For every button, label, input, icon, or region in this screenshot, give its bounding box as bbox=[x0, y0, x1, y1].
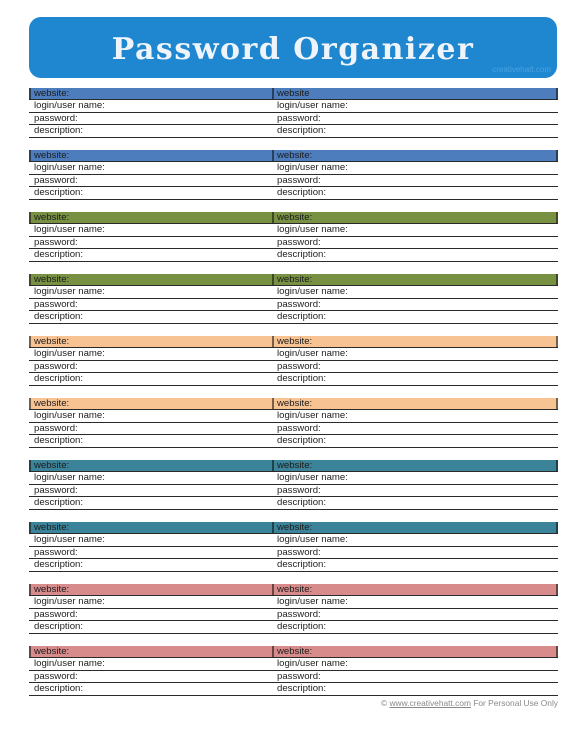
website-field[interactable] bbox=[29, 212, 284, 224]
website-label: website bbox=[277, 88, 310, 99]
password-field[interactable] bbox=[29, 547, 284, 559]
password-field[interactable] bbox=[272, 299, 558, 311]
description-field[interactable] bbox=[29, 373, 284, 385]
description-label: description: bbox=[277, 249, 327, 261]
login-field[interactable] bbox=[272, 596, 558, 608]
login-label: login/user name: bbox=[34, 658, 105, 670]
description-field[interactable] bbox=[272, 373, 558, 385]
website-label: website: bbox=[277, 274, 313, 285]
website-label: website: bbox=[277, 460, 313, 471]
login-label: login/user name: bbox=[34, 286, 105, 298]
login-field[interactable] bbox=[29, 224, 284, 236]
description-label: description: bbox=[34, 435, 84, 447]
left-entry-4 bbox=[29, 274, 284, 336]
description-label: description: bbox=[34, 683, 84, 695]
password-field[interactable] bbox=[29, 485, 284, 497]
description-field[interactable] bbox=[29, 621, 284, 633]
password-label: password: bbox=[34, 546, 78, 558]
website-label: website: bbox=[34, 150, 70, 161]
login-label: login/user name: bbox=[277, 162, 348, 174]
password-label: password: bbox=[34, 360, 78, 372]
password-field[interactable] bbox=[29, 175, 284, 187]
website-field[interactable] bbox=[29, 274, 284, 286]
login-field[interactable] bbox=[29, 348, 284, 360]
website-field[interactable] bbox=[272, 212, 558, 224]
row-marker bbox=[29, 274, 31, 285]
description-label: description: bbox=[34, 187, 84, 199]
website-label: website: bbox=[34, 398, 70, 409]
row-end-marker bbox=[556, 336, 558, 347]
right-entry-3 bbox=[272, 212, 558, 274]
description-label: description: bbox=[277, 559, 327, 571]
password-label: password: bbox=[277, 236, 321, 248]
website-label: website: bbox=[34, 88, 70, 99]
login-label: login/user name: bbox=[34, 410, 105, 422]
description-field[interactable] bbox=[272, 497, 558, 509]
password-field[interactable] bbox=[272, 609, 558, 621]
login-field[interactable] bbox=[272, 348, 558, 360]
login-field[interactable] bbox=[272, 472, 558, 484]
description-label: description: bbox=[277, 683, 327, 695]
left-column bbox=[29, 88, 284, 708]
website-field[interactable] bbox=[272, 336, 558, 348]
login-label: login/user name: bbox=[277, 658, 348, 670]
website-field[interactable] bbox=[272, 88, 558, 100]
description-field[interactable] bbox=[29, 497, 284, 509]
website-label: website: bbox=[34, 336, 70, 347]
login-label: login/user name: bbox=[34, 596, 105, 608]
description-field[interactable] bbox=[272, 435, 558, 447]
left-entry-3 bbox=[29, 212, 284, 274]
row-marker bbox=[29, 460, 31, 471]
login-label: login/user name: bbox=[277, 286, 348, 298]
password-field[interactable] bbox=[272, 423, 558, 435]
login-field[interactable] bbox=[272, 658, 558, 670]
password-field[interactable] bbox=[29, 671, 284, 683]
row-end-marker bbox=[556, 150, 558, 161]
password-label: password: bbox=[277, 174, 321, 186]
description-field[interactable] bbox=[29, 249, 284, 261]
website-label: website: bbox=[277, 584, 313, 595]
password-field[interactable] bbox=[29, 609, 284, 621]
login-field[interactable] bbox=[29, 286, 284, 298]
row-end-marker bbox=[556, 584, 558, 595]
website-field[interactable] bbox=[29, 88, 284, 100]
website-field[interactable] bbox=[29, 150, 284, 162]
password-label: password: bbox=[34, 484, 78, 496]
row-marker bbox=[272, 88, 274, 99]
row-marker bbox=[29, 336, 31, 347]
description-field[interactable] bbox=[29, 125, 284, 137]
password-field[interactable] bbox=[272, 547, 558, 559]
password-label: password: bbox=[277, 608, 321, 620]
login-field[interactable] bbox=[272, 286, 558, 298]
row-end-marker bbox=[556, 522, 558, 533]
login-field[interactable] bbox=[29, 596, 284, 608]
password-label: password: bbox=[34, 236, 78, 248]
website-field[interactable] bbox=[29, 460, 284, 472]
login-label: login/user name: bbox=[277, 472, 348, 484]
right-entry-4 bbox=[272, 274, 558, 336]
description-field[interactable] bbox=[29, 187, 284, 199]
website-field[interactable] bbox=[272, 274, 558, 286]
row-marker bbox=[272, 460, 274, 471]
password-label: password: bbox=[277, 546, 321, 558]
row-marker bbox=[272, 398, 274, 409]
description-label: description: bbox=[277, 373, 327, 385]
right-entry-5 bbox=[272, 336, 558, 398]
row-marker bbox=[29, 398, 31, 409]
password-field[interactable] bbox=[272, 237, 558, 249]
website-label: website: bbox=[277, 212, 313, 223]
left-entry-2 bbox=[29, 150, 284, 212]
row-marker bbox=[29, 584, 31, 595]
row-marker bbox=[272, 584, 274, 595]
login-field[interactable] bbox=[29, 534, 284, 546]
website-field[interactable] bbox=[29, 398, 284, 410]
left-entry-1 bbox=[29, 88, 284, 150]
description-field[interactable] bbox=[272, 559, 558, 571]
website-label: website: bbox=[34, 274, 70, 285]
website-label: website: bbox=[277, 150, 313, 161]
description-field[interactable] bbox=[272, 311, 558, 323]
description-label: description: bbox=[277, 311, 327, 323]
description-field[interactable] bbox=[29, 683, 284, 695]
row-end-marker bbox=[556, 88, 558, 99]
right-entry-8 bbox=[272, 522, 558, 584]
row-end-marker bbox=[556, 646, 558, 657]
row-marker bbox=[29, 522, 31, 533]
website-label: website: bbox=[34, 584, 70, 595]
creativehatt-link[interactable]: www.creativehatt.com bbox=[389, 698, 471, 708]
left-entry-7 bbox=[29, 460, 284, 522]
login-label: login/user name: bbox=[34, 224, 105, 236]
login-label: login/user name: bbox=[277, 596, 348, 608]
row-end-marker bbox=[556, 212, 558, 223]
login-field[interactable] bbox=[29, 658, 284, 670]
password-label: password: bbox=[34, 298, 78, 310]
password-field[interactable] bbox=[29, 113, 284, 125]
password-field[interactable] bbox=[272, 671, 558, 683]
website-field[interactable] bbox=[29, 522, 284, 534]
website-field[interactable] bbox=[272, 584, 558, 596]
password-label: password: bbox=[277, 298, 321, 310]
website-label: website: bbox=[34, 646, 70, 657]
login-field[interactable] bbox=[29, 410, 284, 422]
banner-credit: creativehatt.com bbox=[492, 65, 551, 74]
password-field[interactable] bbox=[272, 113, 558, 125]
login-field[interactable] bbox=[272, 534, 558, 546]
row-marker bbox=[29, 212, 31, 223]
login-field[interactable] bbox=[272, 162, 558, 174]
login-field[interactable] bbox=[29, 100, 284, 112]
copyright-symbol: © bbox=[381, 698, 388, 708]
description-label: description: bbox=[34, 249, 84, 261]
login-label: login/user name: bbox=[34, 348, 105, 360]
website-field[interactable] bbox=[272, 398, 558, 410]
website-field[interactable] bbox=[29, 646, 284, 658]
password-label: password: bbox=[277, 484, 321, 496]
description-label: description: bbox=[277, 435, 327, 447]
row-marker bbox=[272, 274, 274, 285]
right-entry-9 bbox=[272, 584, 558, 646]
row-marker bbox=[272, 646, 274, 657]
row-end-marker bbox=[556, 398, 558, 409]
row-marker bbox=[272, 212, 274, 223]
website-field[interactable] bbox=[272, 646, 558, 658]
login-label: login/user name: bbox=[277, 224, 348, 236]
password-label: password: bbox=[34, 112, 78, 124]
website-field[interactable] bbox=[272, 460, 558, 472]
left-entry-8 bbox=[29, 522, 284, 584]
row-marker bbox=[29, 150, 31, 161]
website-field[interactable] bbox=[29, 336, 284, 348]
password-label: password: bbox=[277, 112, 321, 124]
description-label: description: bbox=[34, 373, 84, 385]
row-end-marker bbox=[556, 274, 558, 285]
password-field[interactable] bbox=[272, 485, 558, 497]
password-label: password: bbox=[34, 422, 78, 434]
left-entry-5 bbox=[29, 336, 284, 398]
right-entry-2 bbox=[272, 150, 558, 212]
row-marker bbox=[272, 150, 274, 161]
login-label: login/user name: bbox=[34, 472, 105, 484]
description-field[interactable] bbox=[272, 249, 558, 261]
website-field[interactable] bbox=[272, 150, 558, 162]
login-label: login/user name: bbox=[277, 100, 348, 112]
description-label: description: bbox=[34, 497, 84, 509]
login-label: login/user name: bbox=[277, 348, 348, 360]
right-column bbox=[272, 88, 558, 708]
website-label: website: bbox=[34, 460, 70, 471]
row-marker bbox=[29, 646, 31, 657]
password-field[interactable] bbox=[29, 361, 284, 373]
description-field[interactable] bbox=[29, 311, 284, 323]
right-entry-7 bbox=[272, 460, 558, 522]
password-label: password: bbox=[277, 422, 321, 434]
password-field[interactable] bbox=[272, 175, 558, 187]
website-field[interactable] bbox=[29, 584, 284, 596]
login-label: login/user name: bbox=[34, 162, 105, 174]
login-label: login/user name: bbox=[277, 410, 348, 422]
description-label: description: bbox=[34, 621, 84, 633]
login-field[interactable] bbox=[29, 472, 284, 484]
password-field[interactable] bbox=[29, 299, 284, 311]
row-marker bbox=[272, 522, 274, 533]
description-label: description: bbox=[277, 187, 327, 199]
right-entry-1 bbox=[272, 88, 558, 150]
row-marker bbox=[29, 88, 31, 99]
footer bbox=[272, 698, 558, 708]
title-banner bbox=[29, 17, 557, 78]
website-label: website: bbox=[277, 336, 313, 347]
description-field[interactable] bbox=[272, 683, 558, 695]
description-field[interactable] bbox=[272, 125, 558, 137]
left-entry-6 bbox=[29, 398, 284, 460]
description-label: description: bbox=[34, 125, 84, 137]
password-label: password: bbox=[277, 360, 321, 372]
description-label: description: bbox=[277, 621, 327, 633]
password-field[interactable] bbox=[272, 361, 558, 373]
website-field[interactable] bbox=[272, 522, 558, 534]
website-label: website: bbox=[277, 522, 313, 533]
login-field[interactable] bbox=[272, 410, 558, 422]
description-field[interactable] bbox=[272, 621, 558, 633]
website-label: website: bbox=[277, 398, 313, 409]
description-field[interactable] bbox=[272, 187, 558, 199]
description-label: description: bbox=[277, 125, 327, 137]
password-label: password: bbox=[34, 174, 78, 186]
website-label: website: bbox=[34, 212, 70, 223]
description-label: description: bbox=[34, 559, 84, 571]
website-label: website: bbox=[34, 522, 70, 533]
login-label: login/user name: bbox=[34, 534, 105, 546]
login-field[interactable] bbox=[29, 162, 284, 174]
password-label: password: bbox=[277, 670, 321, 682]
row-marker bbox=[272, 336, 274, 347]
description-label: description: bbox=[34, 311, 84, 323]
login-label: login/user name: bbox=[277, 534, 348, 546]
usage-note: For Personal Use Only bbox=[473, 698, 558, 708]
left-entry-9 bbox=[29, 584, 284, 646]
description-label: description: bbox=[277, 497, 327, 509]
page-title: Password Organizer bbox=[111, 32, 475, 67]
password-label: password: bbox=[34, 670, 78, 682]
password-label: password: bbox=[34, 608, 78, 620]
description-field[interactable] bbox=[29, 559, 284, 571]
login-label: login/user name: bbox=[34, 100, 105, 112]
description-field[interactable] bbox=[29, 435, 284, 447]
login-field[interactable] bbox=[272, 100, 558, 112]
login-field[interactable] bbox=[272, 224, 558, 236]
left-entry-10 bbox=[29, 646, 284, 708]
row-end-marker bbox=[556, 460, 558, 471]
password-field[interactable] bbox=[29, 423, 284, 435]
password-field[interactable] bbox=[29, 237, 284, 249]
right-entry-6 bbox=[272, 398, 558, 460]
website-label: website: bbox=[277, 646, 313, 657]
